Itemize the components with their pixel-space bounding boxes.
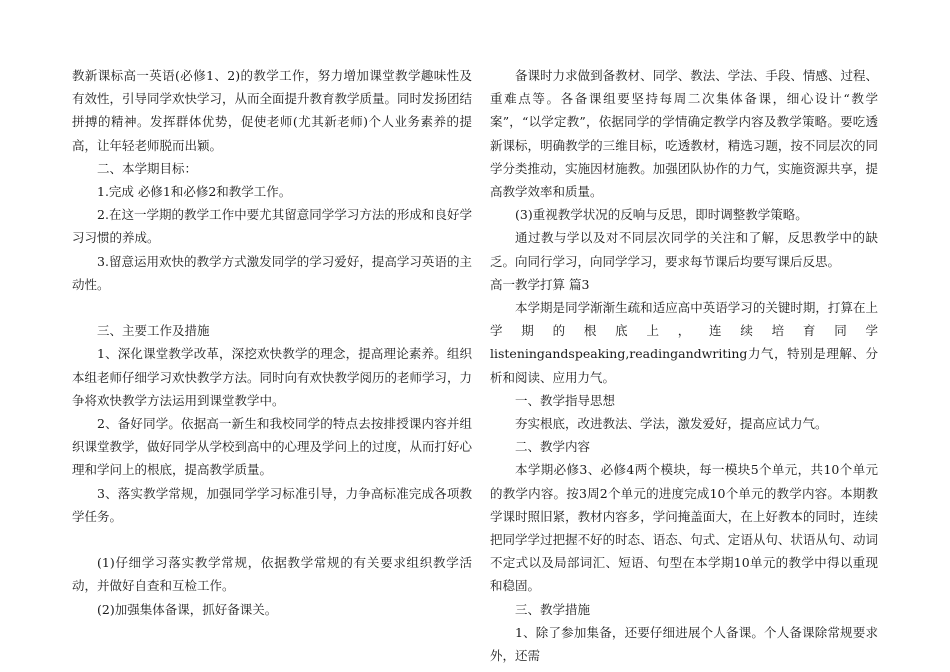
sub-item-2: (2)加强集体备课，抓好备课关。 — [97, 601, 278, 617]
measure-item-1: 1、深化课堂教学改革，深挖欢快教学的理念，提高理论素养。组织本组老师仔细学习欢快教学方法。同时向有欢快教学阅历的老师学习，力争将欢快教学方法运用到课堂教学中。 — [72, 346, 473, 408]
a3-section1-heading: 一、教学指导思想 — [515, 392, 616, 408]
section3-heading: 三、主要工作及措施 — [97, 323, 210, 339]
left-column — [72, 64, 472, 621]
goal-item-2: 2.在这一学期的教学工作中要尤其留意同学学习方法的形成和良好学习习惯的养成。 — [72, 207, 472, 246]
sub-item-3: (3)重视教学状况的反响与反思，即时调整教学策略。 — [515, 207, 808, 223]
a3-section1-body: 夯实根底，改进教法、学法，激发爱好，提高应试力气。 — [515, 416, 828, 432]
section2-heading: 二、本学期目标： — [97, 160, 198, 176]
article3-title: 高一教学打算 篇3 — [490, 276, 590, 292]
a3-section3-body: 1、除了参加集备，还要仔细进展个人备课。个人备课除常规要求外，还需 — [490, 624, 878, 664]
intro-paragraph: 教新课标高一英语(必修1、2)的教学工作，努力增加课堂教学趣味性及有效性，引导同学欢快学习，从而全面提升教育教学质量。同时发扬团结拼搏的精神。发挥群体优势，促使老师(尤其新老师)个人业务素养的提高，让年轻老师脱而出颖。 — [72, 68, 473, 153]
a3-section2-body: 本学期必修3、必修4两个模块，每一模块5个单元，共10个单元的教学内容。按3周2个单元的进度完成10个单元的教学内容。本期教学课时照旧紧，教材内容多，学问掩盖面大，在上好教本的同时，连续把同学学过把握不好的时态、语态、句式、定语从句、状语从句、动词不定式以及局部词汇、短语、句型在本学期10单元的教学中得以重现和稳固。 — [490, 462, 878, 594]
goal-item-1: 1.完成 必修1和必修2和教学工作。 — [97, 184, 292, 200]
a3-section2-heading: 二、教学内容 — [515, 439, 591, 455]
goal-item-3: 3.留意运用欢快的教学方式激发同学的学习爱好，提高学习英语的主动性。 — [72, 253, 472, 292]
prep-paragraph: 备课时力求做到备教材、同学、教法、学法、手段、情感、过程、重难点等。各备课组要坚持每周二次集体备课，细心设计“教学案”，“以学定教”，依据同学的学情确定教学内容及教学策略。要吃透新课标，明确教学的三维目标，吃透教材，精选习题，按不同层次的同学分类推动，实施因材施教。加强团队协作的力气，实施资源共享，提高教学效率和质量。 — [490, 68, 878, 200]
article3-intro: 本学期是同学渐渐生疏和适应高中英语学习的关键时期，打算在上学期的根底上，连续培育同学listeningandspeaking,readingandwriting力气，特别是理解、分析和阅读、应用力气。 — [490, 300, 878, 385]
reflection-paragraph: 通过教与学以及对不同层次同学的关注和了解，反思教学中的缺乏。向同行学习，向同学学习，要求每节课后均要写课后反思。 — [490, 230, 878, 269]
right-column — [490, 64, 878, 667]
sub-item-1: (1)仔细学习落实教学常规，依据教学常规的有关要求组织教学活动，并做好自查和互检工作。 — [72, 555, 472, 594]
a3-section3-heading: 三、教学措施 — [515, 601, 591, 617]
measure-item-3: 3、落实教学常规，加强同学学习标准引导，力争高标准完成各项教学任务。 — [72, 485, 472, 524]
measure-item-2: 2、备好同学。依据高一新生和我校同学的特点去按排授课内容并组织课堂教学，做好同学从学校到高中的心理及学问上的过度，从而打好心理和学问上的根底，提高教学质量。 — [72, 416, 473, 478]
